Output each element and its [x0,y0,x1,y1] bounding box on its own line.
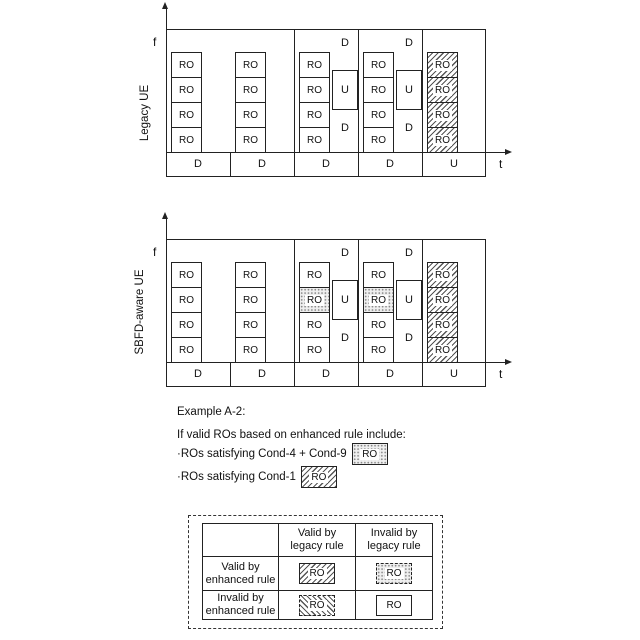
ro-box [171,262,202,288]
frequency-axis-arrowhead [162,212,168,219]
ro-label: RO [371,294,386,306]
ro-box [299,52,330,78]
ro-label: RO [371,134,386,146]
ro-box [427,337,458,363]
ro-label: RO [307,294,322,306]
ro-label: RO [307,344,322,356]
ro-box [427,127,458,153]
ro-label: RO [386,568,402,579]
ro-sample-valid-legacy-only [299,595,335,616]
ro-label: RO [243,294,258,306]
subband-dl-label: D [405,332,413,344]
ro-label: RO [371,269,386,281]
ro-label: RO [307,59,322,71]
frequency-axis-arrowhead [162,2,168,9]
ro-label: RO [307,269,322,281]
hatched-ro-swatch [301,466,337,488]
example-bullet-cond1 [177,466,337,488]
ro-box [363,52,394,78]
matrix-cell [279,557,356,591]
legacy-ue-side-label: Legacy UE [139,84,151,142]
time-axis-label: t [499,367,503,381]
ro-box [427,77,458,103]
ro-box [235,337,266,363]
ro-box [363,127,394,153]
ro-label: RO [311,471,327,483]
ro-label: RO [435,59,450,71]
matrix-row-header-invalid-enhanced: Invalid by enhanced rule [203,591,279,620]
ro-box [235,127,266,153]
slot-type-label: D [322,368,330,380]
ro-label: RO [243,269,258,281]
ro-label: RO [243,109,258,121]
subband-dl-label: D [405,37,413,49]
matrix-col-header-invalid-legacy: Invalid by legacy rule [356,524,433,557]
ro-box [363,287,394,313]
ro-label: RO [309,568,325,579]
ro-box [363,102,394,128]
ro-label: RO [179,294,194,306]
frequency-axis [166,9,167,29]
ro-label: RO [435,319,450,331]
ro-box [171,312,202,338]
ro-label: RO [307,319,322,331]
slot-type-label: D [258,368,266,380]
validity-matrix [202,523,433,620]
ro-label: RO [243,59,258,71]
frequency-axis-label: f [153,245,157,259]
ro-label: RO [179,59,194,71]
slot-type-label: U [450,158,458,170]
legacy-ue-diagram [153,29,503,177]
time-axis-arrowhead [505,149,512,155]
subband-dl-label: D [405,247,413,259]
ro-box [427,262,458,288]
subband-ul-box: U [396,70,422,110]
matrix-cell [279,591,356,620]
subband-ul-box: U [332,280,358,320]
slot-type-label: D [386,368,394,380]
subband-dl-label: D [341,37,349,49]
example-bullet-text: ·ROs satisfying Cond-1 [177,471,296,483]
ro-label: RO [243,84,258,96]
ro-box [171,77,202,103]
ro-label: RO [179,344,194,356]
ro-box [363,337,394,363]
example-title: Example A-2: [177,406,246,418]
ro-box [299,312,330,338]
subband-ul-box: U [396,280,422,320]
ro-label: RO [179,109,194,121]
ro-box [235,77,266,103]
matrix-cell [356,591,433,620]
ro-box [299,287,330,313]
ro-box [427,102,458,128]
ro-label: RO [179,84,194,96]
ro-label: RO [435,269,450,281]
dotted-ro-swatch [352,443,388,465]
ro-label: RO [243,319,258,331]
ro-box [299,337,330,363]
ro-box [171,52,202,78]
ro-label: RO [371,84,386,96]
ro-label: RO [371,319,386,331]
ro-box [235,287,266,313]
frequency-axis [166,219,167,239]
ro-label: RO [362,448,378,460]
subband-dl-label: D [405,122,413,134]
ro-box [235,262,266,288]
validity-matrix-dashed-border [188,515,443,629]
ro-label: RO [243,134,258,146]
ro-label: RO [307,84,322,96]
sbfd-aware-ue-side-label: SBFD-aware UE [134,269,146,355]
slot-type-label: D [194,368,202,380]
ro-box [363,312,394,338]
matrix-cell [356,557,433,591]
ro-label: RO [309,599,325,611]
sbfd-aware-ue-diagram [153,239,503,387]
ro-label: RO [435,134,450,146]
subband-ul-box: U [332,70,358,110]
slot-type-label: D [322,158,330,170]
ro-box [363,77,394,103]
ro-box [299,102,330,128]
ro-label: RO [307,109,322,121]
ro-box [363,262,394,288]
example-bullet-cond4-cond9 [177,443,388,465]
frequency-axis-label: f [153,35,157,49]
time-axis-arrowhead [505,359,512,365]
ro-box [427,52,458,78]
ro-box [235,52,266,78]
ro-box [299,262,330,288]
ro-box [299,127,330,153]
matrix-col-header-valid-legacy: Valid by legacy rule [279,524,356,557]
subband-dl-label: D [341,122,349,134]
ro-label: RO [386,599,402,611]
slot-type-label: D [386,158,394,170]
slot-type-label: D [258,158,266,170]
ro-box [235,312,266,338]
ro-sample-invalid-both [376,595,412,616]
ro-box [171,287,202,313]
ro-sample-valid-both [299,563,335,584]
ro-label: RO [435,84,450,96]
example-intro: If valid ROs based on enhanced rule include: [177,429,406,441]
ro-label: RO [435,294,450,306]
ro-label: RO [179,134,194,146]
time-axis-label: t [499,157,503,171]
subband-dl-label: D [341,332,349,344]
ro-label: RO [307,134,322,146]
ro-label: RO [371,109,386,121]
ro-label: RO [179,269,194,281]
ro-label: RO [371,59,386,71]
matrix-corner-cell [203,524,279,557]
subband-dl-label: D [341,247,349,259]
ro-box [171,127,202,153]
ro-label: RO [371,344,386,356]
ro-sample-valid-enhanced-only [376,563,412,584]
example-bullet-text: ·ROs satisfying Cond-4 + Cond-9 [177,448,347,460]
ro-box [171,102,202,128]
slot-type-label: D [194,158,202,170]
matrix-row-header-valid-enhanced: Valid by enhanced rule [203,557,279,591]
ro-box [427,312,458,338]
ro-box [171,337,202,363]
ro-box [299,77,330,103]
ro-label: RO [179,319,194,331]
ro-box [427,287,458,313]
ro-label: RO [243,344,258,356]
slot-type-label: U [450,368,458,380]
ro-label: RO [435,109,450,121]
ro-label: RO [435,344,450,356]
ro-box [235,102,266,128]
